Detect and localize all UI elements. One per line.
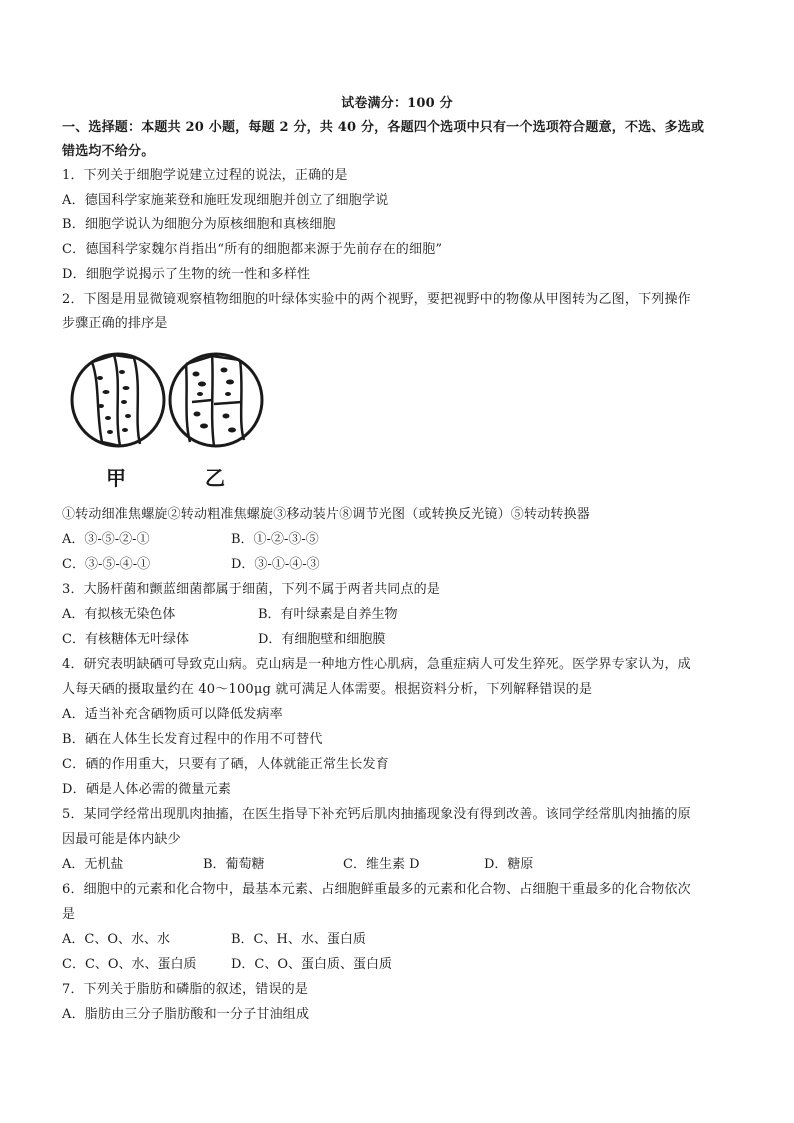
section-title-line1: 一、选择题：本题共 20 小题，每题 2 分，共 40 分，各题四个选项中只有一个选项符合题意，不选、多选或 [62,120,705,135]
microscope-fields-illustration [62,344,272,502]
question-6-option-b: B．C、H、水、蛋白质 [231,932,366,947]
figure-label-jia: 甲 [106,466,126,490]
question-5-option-c: C．维生素 D [343,857,420,872]
question-1-option-d: D．细胞学说揭示了生物的统一性和多样性 [62,267,311,282]
question-3-option-a: A．有拟核无染色体 [62,607,176,622]
question-6-stem-line1: 6．细胞中的元素和化合物中，最基本元素、占细胞鲜重最多的元素和化合物、占细胞干重最多的化合物依次 [62,882,691,897]
question-7-stem: 7．下列关于脂肪和磷脂的叙述，错误的是 [62,982,309,997]
question-2-option-d: D．③-①-④-③ [231,557,320,572]
exam-score: 试卷满分：100 分 [341,96,453,111]
question-5-stem-line1: 5．某同学经常出现肌肉抽搐，在医生指导下补充钙后肌肉抽搐现象没有得到改善。该同学经常肌肉抽搐的原 [62,807,691,822]
question-2-option-c: C．③-⑤-④-① [62,557,151,572]
question-1-option-c: C．德国科学家魏尔肖指出“所有的细胞都来源于先前存在的细胞” [62,242,443,257]
question-6-stem-line2: 是 [62,907,76,922]
question-3-option-c: C．有核糖体无叶绿体 [62,632,189,647]
question-1-option-a: A．德国科学家施莱登和施旺发现细胞并创立了细胞学说 [62,193,389,208]
question-6-option-d: D．C、O、蛋白质、蛋白质 [231,957,393,972]
question-4-option-a: A．适当补充含硒物质可以降低发病率 [62,707,283,722]
question-4-option-b: B．硒在人体生长发育过程中的作用不可替代 [62,732,323,747]
question-1-stem: 1．下列关于细胞学说建立过程的说法，正确的是 [62,168,348,183]
question-2-option-a: A．③-⑤-②-① [62,532,150,547]
question-6-option-a: A．C、O、水、水 [62,932,170,947]
question-5-option-a: A．无机盐 [62,857,124,872]
question-3-option-d: D．有细胞壁和细胞膜 [258,632,386,647]
question-2-option-b: B．①-②-③-⑤ [231,532,319,547]
question-4-option-c: C．硒的作用重大，只要有了硒，人体就能正常生长发育 [62,757,389,772]
question-6-option-c: C．C、O、水、蛋白质 [62,957,197,972]
question-3-option-b: B．有叶绿素是自养生物 [258,607,398,622]
microscope-fields-figure [62,344,272,502]
question-5-option-b: B．葡萄糖 [203,857,265,872]
question-7-option-a: A．脂肪由三分子脂肪酸和一分子甘油组成 [62,1007,310,1022]
figure-label-yi: 乙 [205,466,225,490]
question-2-stem-line1: 2．下图是用显微镜观察植物细胞的叶绿体实验中的两个视野，要把视野中的物像从甲图转为乙图，下列操作 [62,292,691,307]
question-4-stem-line1: 4．研究表明缺硒可导致克山病。克山病是一种地方性心肌病，急重症病人可发生猝死。医学界专家认为，成 [62,657,691,672]
question-2-stem-line2: 步骤正确的排序是 [62,316,168,331]
question-5-option-d: D．糖原 [484,857,534,872]
section-title-line2: 错选均不给分。 [62,144,155,159]
question-4-option-d: D．硒是人体必需的微量元素 [62,782,232,797]
question-5-stem-line2: 因最可能是体内缺少 [62,832,181,847]
question-4-stem-line2: 人每天硒的摄取量约在 40～100μg 就可满足人体需要。根据资料分析，下列解释错误的是 [62,682,593,697]
question-3-stem: 3．大肠杆菌和颤蓝细菌都属于细菌，下列不属于两者共同点的是 [62,582,441,597]
question-2-steps: ①转动细准焦螺旋②转动粗准焦螺旋③移动装片⑧调节光图（或转换反光镜）⑤转动转换器 [62,507,591,522]
question-1-option-b: B．细胞学说认为细胞分为原核细胞和真核细胞 [62,217,336,232]
